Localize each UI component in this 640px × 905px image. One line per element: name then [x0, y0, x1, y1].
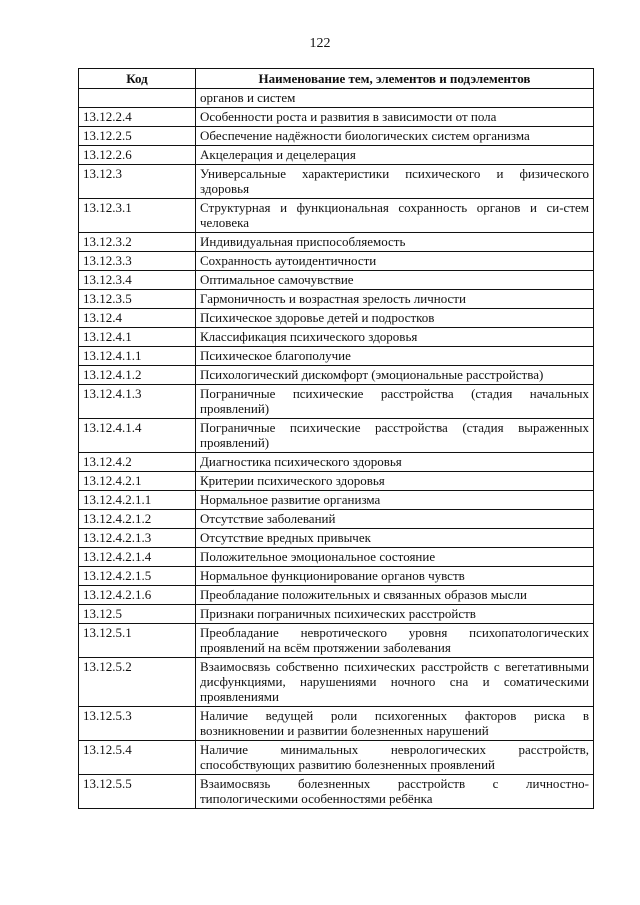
row-name: Гармоничность и возрастная зрелость личности	[196, 290, 594, 309]
table-row	[79, 472, 594, 491]
row-name: Обеспечение надёжности биологических систем организма	[196, 127, 594, 146]
row-code: 13.12.4.2.1.3	[79, 529, 196, 548]
topics-table	[78, 68, 594, 809]
row-name: Пограничные психические расстройства (стадия начальных проявлений)	[196, 385, 594, 419]
row-code: 13.12.3.1	[79, 199, 196, 233]
table-row	[79, 624, 594, 658]
row-name: Индивидуальная приспособляемость	[196, 233, 594, 252]
row-code: 13.12.2.6	[79, 146, 196, 165]
table-row	[79, 89, 594, 108]
page-number: 122	[309, 36, 331, 51]
row-code: 13.12.3.4	[79, 271, 196, 290]
row-code: 13.12.4.2.1.6	[79, 586, 196, 605]
row-name: Структурная и функциональная сохранность органов и си-стем человека	[196, 199, 594, 233]
row-code: 13.12.2.5	[79, 127, 196, 146]
row-code: 13.12.2.4	[79, 108, 196, 127]
table-row	[79, 271, 594, 290]
row-name: Признаки пограничных психических расстройств	[196, 605, 594, 624]
row-code: 13.12.4.2	[79, 453, 196, 472]
table-row	[79, 366, 594, 385]
row-code: 13.12.5.3	[79, 707, 196, 741]
row-code: 13.12.4	[79, 309, 196, 328]
row-name: органов и систем	[196, 89, 594, 108]
row-code: 13.12.4.1.3	[79, 385, 196, 419]
table-row	[79, 146, 594, 165]
table-row	[79, 548, 594, 567]
row-code: 13.12.4.2.1.4	[79, 548, 196, 567]
row-name: Преобладание невротического уровня психопатологических проявлений на всём протяжении заболевания	[196, 624, 594, 658]
row-name: Диагностика психического здоровья	[196, 453, 594, 472]
row-code: 13.12.3.5	[79, 290, 196, 309]
row-name: Классификация психического здоровья	[196, 328, 594, 347]
row-code: 13.12.5.2	[79, 658, 196, 707]
row-name: Отсутствие вредных привычек	[196, 529, 594, 548]
table-row	[79, 127, 594, 146]
table-row	[79, 199, 594, 233]
row-code: 13.12.5.4	[79, 741, 196, 775]
table-row	[79, 605, 594, 624]
row-code: 13.12.3.2	[79, 233, 196, 252]
row-name: Сохранность аутоидентичности	[196, 252, 594, 271]
row-code: 13.12.3.3	[79, 252, 196, 271]
table-row	[79, 491, 594, 510]
table-row	[79, 419, 594, 453]
table-row	[79, 328, 594, 347]
table-row	[79, 385, 594, 419]
row-code	[79, 89, 196, 108]
row-name: Нормальное функционирование органов чувств	[196, 567, 594, 586]
table-row	[79, 567, 594, 586]
table-row	[79, 290, 594, 309]
row-name: Наличие ведущей роли психогенных факторов риска в возникновении и развитии болезненных нарушений	[196, 707, 594, 741]
row-code: 13.12.4.2.1.5	[79, 567, 196, 586]
row-name: Акцелерация и децелерация	[196, 146, 594, 165]
table-row	[79, 309, 594, 328]
table-row	[79, 347, 594, 366]
row-code: 13.12.4.1.2	[79, 366, 196, 385]
row-code: 13.12.5.1	[79, 624, 196, 658]
row-name: Положительное эмоциональное состояние	[196, 548, 594, 567]
table-row	[79, 707, 594, 741]
row-name: Нормальное развитие организма	[196, 491, 594, 510]
row-name: Пограничные психические расстройства (стадия выраженных проявлений)	[196, 419, 594, 453]
table-row	[79, 658, 594, 707]
row-name: Взаимосвязь болезненных расстройств с личностно-типологическими особенностями ребёнка	[196, 775, 594, 809]
row-code: 13.12.5.5	[79, 775, 196, 809]
table-header-row	[79, 69, 594, 89]
row-name: Универсальные характеристики психического и физического здоровья	[196, 165, 594, 199]
table-row	[79, 453, 594, 472]
row-name: Критерии психического здоровья	[196, 472, 594, 491]
column-header-code: Код	[79, 69, 196, 89]
row-code: 13.12.4.1.4	[79, 419, 196, 453]
table-row	[79, 529, 594, 548]
row-code: 13.12.4.2.1.2	[79, 510, 196, 529]
table-row	[79, 252, 594, 271]
row-name: Наличие минимальных неврологических расстройств, способствующих развитию болезненных проявлений	[196, 741, 594, 775]
table-row	[79, 741, 594, 775]
row-name: Оптимальное самочувствие	[196, 271, 594, 290]
row-name: Преобладание положительных и связанных образов мысли	[196, 586, 594, 605]
table-row	[79, 108, 594, 127]
row-name: Психологический дискомфорт (эмоциональные расстройства)	[196, 366, 594, 385]
row-code: 13.12.5	[79, 605, 196, 624]
row-name: Психическое благополучие	[196, 347, 594, 366]
row-code: 13.12.4.1	[79, 328, 196, 347]
row-code: 13.12.4.2.1.1	[79, 491, 196, 510]
row-code: 13.12.4.1.1	[79, 347, 196, 366]
row-code: 13.12.3	[79, 165, 196, 199]
row-code: 13.12.4.2.1	[79, 472, 196, 491]
row-name: Особенности роста и развития в зависимости от пола	[196, 108, 594, 127]
table-row	[79, 586, 594, 605]
table-row	[79, 510, 594, 529]
table-row	[79, 775, 594, 809]
table-row	[79, 165, 594, 199]
row-name: Отсутствие заболеваний	[196, 510, 594, 529]
row-name: Психическое здоровье детей и подростков	[196, 309, 594, 328]
table-row	[79, 233, 594, 252]
column-header-name: Наименование тем, элементов и подэлементов	[196, 69, 594, 89]
row-name: Взаимосвязь собственно психических расстройств с вегетативными дисфункциями, нарушениями ночного сна и соматическими проявлениями	[196, 658, 594, 707]
